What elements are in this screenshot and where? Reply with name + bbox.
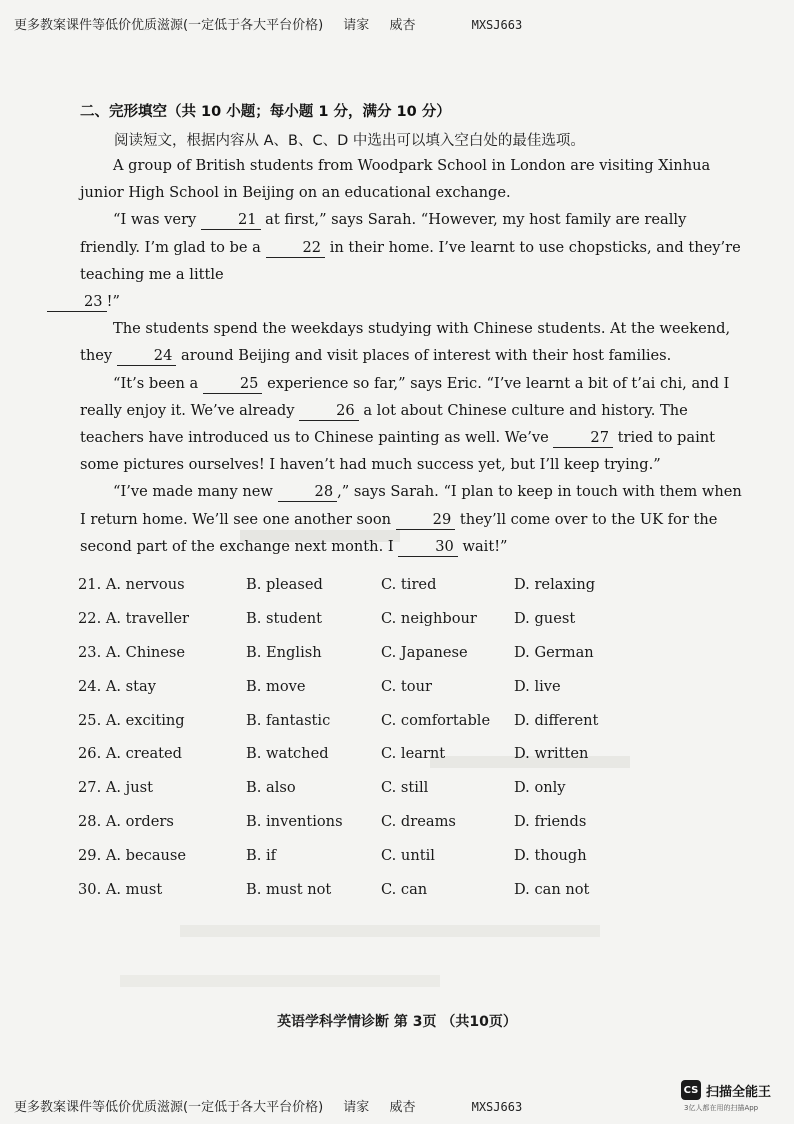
option-c: C. until	[381, 846, 435, 864]
passage-text: “I was very	[113, 211, 197, 229]
option-d: D. written	[514, 745, 589, 763]
blank-25: 25	[203, 375, 263, 394]
passage-text: “It’s been a	[113, 374, 199, 392]
banner-text: 更多教案课件等低价优质滋源(一定低于各大平台价格)	[14, 1100, 324, 1115]
option-d: D. different	[514, 711, 599, 729]
options-row	[78, 771, 638, 805]
option-c: C. can	[381, 880, 428, 898]
blank-23: 23	[47, 293, 107, 312]
options-row	[78, 872, 638, 906]
banner-contact-label: 请家	[343, 18, 370, 33]
blank-30: 30	[398, 538, 458, 557]
options-row	[78, 669, 638, 703]
passage-text: they’ll come over to the UK for the second part of the exchange next month. I	[80, 510, 718, 555]
blank-24: 24	[117, 347, 177, 366]
scanner-tagline: 3亿人都在用的扫描App	[684, 1104, 759, 1112]
banner-contact-name: 威杏	[389, 1100, 416, 1115]
bleed-through-mark	[180, 925, 600, 937]
passage-paragraph-1: A group of British students from Woodpark School in London are visiting Xinhua junior High School in Beijing on an educational exchange.	[80, 157, 711, 202]
scanner-name: 扫描全能王	[706, 1084, 772, 1100]
passage-text: around Beijing and visit places of interest with their host families.	[181, 347, 672, 365]
blank-29: 29	[396, 511, 456, 530]
option-c: C. tour	[381, 677, 432, 695]
option-b: B. move	[246, 677, 306, 695]
option-c: C. still	[381, 779, 429, 797]
option-a: 25. A. exciting	[78, 711, 185, 729]
top-banner	[14, 14, 522, 33]
option-d: D. relaxing	[514, 576, 596, 594]
banner-code: MXSJ663	[471, 1100, 523, 1114]
option-b: B. if	[246, 846, 277, 864]
options-row	[78, 636, 638, 670]
blank-26: 26	[299, 402, 359, 421]
option-a: 29. A. because	[78, 846, 187, 864]
option-a: 21. A. nervous	[78, 576, 185, 594]
passage-text: at first,” says Sarah. “However, my host family are really friendly. I’m glad to be a	[80, 211, 687, 256]
options-row	[78, 602, 638, 636]
option-a: 23. A. Chinese	[78, 643, 186, 661]
passage-paragraph-4	[80, 370, 745, 479]
blank-21: 21	[201, 211, 261, 230]
option-c: C. dreams	[381, 812, 456, 830]
option-c: C. learnt	[381, 745, 446, 763]
passage-text: tried to paint some pictures ourselves! I haven’t had much success yet, but I’ll keep trying.”	[80, 429, 716, 474]
options-row	[78, 703, 638, 737]
passage-paragraph-2	[80, 206, 745, 315]
passage-text: a lot about Chinese culture and history. The teachers have introduced us to Chinese painting as well. We’ve	[80, 401, 688, 447]
options-row	[78, 805, 638, 839]
option-d: D. live	[514, 677, 561, 695]
section-instruction: 阅读短文，根据内容从 A、B、C、D 中选出可以填入空白处的最佳选项。	[114, 133, 585, 149]
option-b: B. English	[246, 643, 322, 661]
option-a: 30. A. must	[78, 880, 163, 898]
banner-contact-name: 威杏	[389, 18, 416, 33]
option-d: D. guest	[514, 610, 576, 628]
passage-text: wait!”	[462, 537, 508, 555]
options-row	[78, 838, 638, 872]
passage-paragraph-5	[80, 478, 745, 560]
bleed-through-mark	[120, 975, 440, 987]
option-b: B. watched	[246, 745, 329, 763]
answer-options-table	[78, 568, 638, 906]
banner-code: MXSJ663	[471, 18, 523, 32]
passage-text: !”	[106, 293, 120, 311]
option-c: C. neighbour	[381, 610, 477, 628]
section-title: 二、完形填空（共 10 小题；每小题 1 分，满分 10 分）	[80, 104, 451, 120]
option-c: C. Japanese	[381, 643, 468, 661]
option-d: D. only	[514, 779, 566, 797]
blank-27: 27	[553, 429, 613, 448]
options-row	[78, 737, 638, 771]
banner-text: 更多教案课件等低价优质滋源(一定低于各大平台价格)	[14, 18, 324, 33]
banner-contact-label: 请家	[343, 1100, 370, 1115]
option-b: B. student	[246, 610, 322, 628]
passage-text: The students spend the weekdays studying with Chinese students. At the weekend, they	[80, 320, 731, 365]
option-d: D. can not	[514, 880, 590, 898]
option-a: 22. A. traveller	[78, 610, 190, 628]
passage-text: experience so far,” says Eric. “I’ve learnt a bit of t’ai chi, and I really enjoy it. We’ve already	[80, 374, 730, 419]
passage-text: in their home. I’ve learnt to use chopsticks, and they’re teaching me a little	[80, 238, 741, 283]
option-a: 24. A. stay	[78, 677, 156, 695]
page-footer: 英语学科学情诊断 第 3页 （共10页）	[277, 1014, 517, 1030]
option-b: B. also	[246, 779, 296, 797]
cloze-passage	[80, 152, 745, 560]
option-b: B. must not	[246, 880, 332, 898]
option-b: B. pleased	[246, 576, 323, 594]
option-a: 27. A. just	[78, 779, 153, 797]
scanner-logo	[681, 1080, 771, 1100]
passage-text: ,” says Sarah. “I plan to keep in touch with them when I return home. We’ll see one another soon	[80, 483, 742, 528]
bottom-banner	[14, 1096, 522, 1115]
options-row	[78, 568, 638, 602]
option-c: C. tired	[381, 576, 437, 594]
option-d: D. though	[514, 846, 587, 864]
camscanner-icon: CS	[681, 1080, 701, 1100]
option-b: B. fantastic	[246, 711, 331, 729]
passage-text: “I’ve made many new	[113, 483, 273, 501]
option-a: 28. A. orders	[78, 812, 174, 830]
blank-22: 22	[266, 239, 326, 258]
option-a: 26. A. created	[78, 745, 182, 763]
option-b: B. inventions	[246, 812, 343, 830]
option-c: C. comfortable	[381, 711, 491, 729]
option-d: D. friends	[514, 812, 587, 830]
option-d: D. German	[514, 643, 594, 661]
blank-28: 28	[278, 483, 338, 502]
passage-paragraph-3	[80, 315, 745, 369]
